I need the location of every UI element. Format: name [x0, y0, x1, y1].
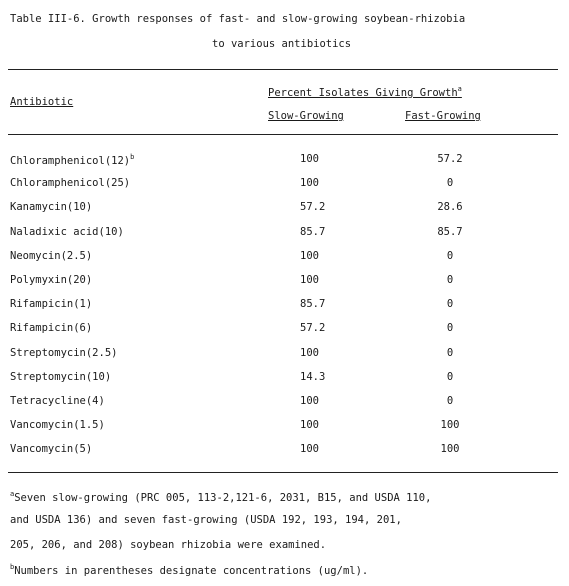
- footnote-a-line-2: and USDA 136) and seven fast-growing (USDA 192, 193, 194, 201,: [10, 514, 402, 526]
- antibiotic-name-text: Rifampicin(1): [10, 298, 93, 311]
- fast-growing-value: 28.6: [437, 201, 463, 214]
- fast-growing-value: 0: [446, 395, 454, 407]
- fast-growing-value: 0: [446, 346, 454, 359]
- footnote-b-line: [10, 563, 368, 577]
- antibiotic-name: [10, 226, 124, 238]
- slow-growing-value: 57.2: [300, 322, 326, 335]
- antibiotic-name: [10, 371, 111, 383]
- footnote-a-text-1: Seven slow-growing (PRC 005, 113-2,121-6, 2031, B15, and USDA 110,: [14, 492, 432, 504]
- fast-growing-value: 0: [446, 370, 454, 383]
- table-row: [0, 395, 569, 411]
- header-percent-footnote-mark: a: [457, 85, 462, 93]
- antibiotic-name: [10, 322, 92, 334]
- header-percent-text: Percent Isolates Giving Growth: [268, 87, 458, 99]
- antibiotic-name-text: Streptomycin(2.5): [10, 346, 118, 359]
- table-row: [0, 250, 569, 266]
- antibiotic-name: [10, 177, 130, 189]
- antibiotic-name-text: Naladixic acid(10): [10, 225, 124, 238]
- table-row: [0, 419, 569, 435]
- antibiotic-name-text: Vancomycin(5): [10, 443, 93, 456]
- slow-growing-value: 100: [300, 153, 319, 165]
- footnote-b-text: Numbers in parentheses designate concentrations (ug/ml).: [14, 565, 369, 577]
- fast-growing-value: 0: [446, 298, 454, 311]
- antibiotic-name-text: Neomycin(2.5): [10, 249, 93, 262]
- table-row: [0, 298, 569, 314]
- bottom-rule: [8, 472, 558, 473]
- table-row: [0, 177, 569, 193]
- slow-growing-value: 100: [300, 395, 319, 407]
- antibiotic-name-text: Tetracycline(4): [10, 395, 105, 407]
- footnote-a-line-1: [10, 490, 431, 504]
- table-row: [0, 274, 569, 290]
- fast-growing-value: 0: [446, 177, 454, 190]
- antibiotic-name-text: Streptomycin(10): [10, 370, 112, 383]
- header-percent-isolates: [268, 85, 462, 99]
- slow-growing-value: 14.3: [300, 370, 326, 383]
- table-row: [0, 322, 569, 338]
- slow-growing-value: 100: [300, 177, 319, 190]
- slow-growing-value: 100: [300, 419, 319, 432]
- antibiotic-name-text: Chloramphenicol(12): [10, 155, 131, 167]
- antibiotic-name: [10, 347, 117, 359]
- antibiotic-name: [10, 201, 92, 213]
- header-slow-growing: Slow-Growing: [268, 110, 344, 122]
- antibiotic-name-text: Chloramphenicol(25): [10, 177, 131, 190]
- slow-growing-value: 85.7: [300, 225, 326, 238]
- header-antibiotic: Antibiotic: [10, 96, 74, 108]
- table-title-line-1: Table III-6. Growth responses of fast- and slow-growing soybean-rhizobia: [10, 13, 466, 25]
- antibiotic-name: [10, 153, 134, 167]
- fast-growing-value: 100: [440, 419, 460, 432]
- antibiotic-name: [10, 443, 92, 455]
- slow-growing-value: 85.7: [300, 298, 326, 311]
- top-rule: [8, 69, 558, 70]
- slow-growing-value: 100: [300, 443, 319, 456]
- footnote-b-mark: b: [10, 563, 15, 571]
- slow-growing-value: 100: [300, 249, 319, 262]
- fast-growing-value: 85.7: [437, 225, 463, 238]
- footnote-mark: b: [130, 153, 135, 161]
- antibiotic-name-text: Kanamycin(10): [10, 201, 93, 214]
- antibiotic-name-text: Polymyxin(20): [10, 274, 93, 286]
- table-title-line-2: to various antibiotics: [212, 38, 352, 50]
- table-row: [0, 371, 569, 387]
- table-row: [0, 226, 569, 242]
- header-rule: [8, 134, 558, 135]
- fast-growing-value: 0: [446, 322, 454, 335]
- antibiotic-name: [10, 274, 92, 286]
- table-row: [0, 201, 569, 217]
- table-row: [0, 443, 569, 459]
- slow-growing-value: 100: [300, 274, 319, 286]
- table-row: [0, 347, 569, 363]
- header-fast-growing: Fast-Growing: [405, 110, 481, 122]
- fast-growing-value: 0: [446, 274, 454, 286]
- antibiotic-name: [10, 395, 105, 407]
- antibiotic-name: [10, 298, 92, 310]
- footnote-a-mark: a: [10, 490, 15, 498]
- antibiotic-name: [10, 250, 92, 262]
- fast-growing-value: 0: [446, 249, 454, 262]
- fast-growing-value: 57.2: [437, 153, 463, 165]
- footnote-a-line-3: 205, 206, and 208) soybean rhizobia were examined.: [10, 539, 327, 551]
- antibiotic-name-text: Vancomycin(1.5): [10, 419, 105, 432]
- slow-growing-value: 100: [300, 346, 319, 359]
- antibiotic-name: [10, 419, 105, 431]
- table-row: [0, 153, 569, 169]
- antibiotic-name-text: Rifampicin(6): [10, 322, 93, 335]
- slow-growing-value: 57.2: [300, 201, 326, 214]
- fast-growing-value: 100: [440, 443, 460, 456]
